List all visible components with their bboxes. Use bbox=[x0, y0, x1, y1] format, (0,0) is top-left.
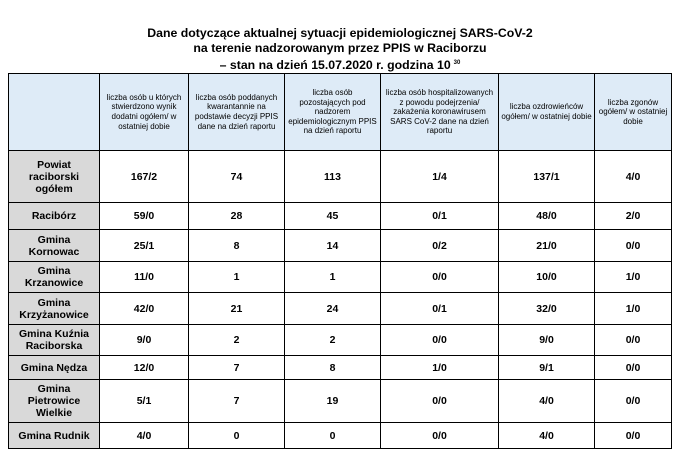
cell-recovered: 9/0 bbox=[499, 325, 595, 356]
cell-deaths: 4/0 bbox=[595, 151, 672, 203]
cell-hospitalized: 0/0 bbox=[381, 380, 499, 423]
cell-recovered: 10/0 bbox=[499, 262, 595, 293]
row-header: Racibórz bbox=[9, 203, 100, 230]
header-deaths: liczba zgonów ogółem/ w ostatniej dobie bbox=[595, 74, 672, 151]
row-header: Gmina Krzyżanowice bbox=[9, 293, 100, 325]
cell-recovered: 21/0 bbox=[499, 230, 595, 262]
cell-recovered: 4/0 bbox=[499, 380, 595, 423]
table-row bbox=[9, 203, 672, 230]
header-quarantine: liczba osób poddanych kwarantannie na podstawie decyzji PPIS dane na dzień raportu bbox=[189, 74, 285, 151]
cell-supervision: 2 bbox=[285, 325, 381, 356]
cell-hospitalized: 0/0 bbox=[381, 325, 499, 356]
cell-quarantine: 74 bbox=[189, 151, 285, 203]
cell-recovered: 4/0 bbox=[499, 423, 595, 449]
cell-quarantine: 1 bbox=[189, 262, 285, 293]
cell-hospitalized: 0/1 bbox=[381, 293, 499, 325]
cell-quarantine: 0 bbox=[189, 423, 285, 449]
cell-quarantine: 2 bbox=[189, 325, 285, 356]
cell-recovered: 9/1 bbox=[499, 356, 595, 380]
row-header: Gmina Pietrowice Wielkie bbox=[9, 380, 100, 423]
report-title bbox=[0, 26, 680, 73]
title-line-3 bbox=[0, 56, 680, 73]
covid-report-table bbox=[8, 73, 672, 449]
cell-deaths: 0/0 bbox=[595, 325, 672, 356]
cell-deaths: 0/0 bbox=[595, 380, 672, 423]
cell-positive: 25/1 bbox=[100, 230, 189, 262]
header-row bbox=[9, 74, 672, 151]
cell-supervision: 45 bbox=[285, 203, 381, 230]
title-time-minutes: 30 bbox=[453, 60, 461, 66]
cell-positive: 9/0 bbox=[100, 325, 189, 356]
cell-hospitalized: 0/1 bbox=[381, 203, 499, 230]
table-row bbox=[9, 293, 672, 325]
header-recovered: liczba ozdrowieńców ogółem/ w ostatniej dobie bbox=[499, 74, 595, 151]
table-row bbox=[9, 230, 672, 262]
cell-hospitalized: 0/2 bbox=[381, 230, 499, 262]
row-header: Gmina Krzanowice bbox=[9, 262, 100, 293]
title-line-2: na terenie nadzorowanym przez PPIS w Raciborzu bbox=[193, 41, 487, 55]
table-row bbox=[9, 423, 672, 449]
cell-quarantine: 21 bbox=[189, 293, 285, 325]
header-corner bbox=[9, 74, 100, 151]
cell-supervision: 14 bbox=[285, 230, 381, 262]
table-row bbox=[9, 151, 672, 203]
cell-hospitalized: 1/0 bbox=[381, 356, 499, 380]
table-row bbox=[9, 380, 672, 423]
title-line-3-text: – stan na dzień 15.07.2020 r. godzina 10 bbox=[219, 58, 451, 72]
row-header: Gmina Kuźnia Raciborska bbox=[9, 325, 100, 356]
cell-recovered: 32/0 bbox=[499, 293, 595, 325]
cell-quarantine: 8 bbox=[189, 230, 285, 262]
cell-deaths: 0/0 bbox=[595, 423, 672, 449]
cell-supervision: 1 bbox=[285, 262, 381, 293]
cell-recovered: 48/0 bbox=[499, 203, 595, 230]
cell-supervision: 24 bbox=[285, 293, 381, 325]
cell-supervision: 19 bbox=[285, 380, 381, 423]
row-header: Gmina Rudnik bbox=[9, 423, 100, 449]
cell-hospitalized: 0/0 bbox=[381, 262, 499, 293]
cell-deaths: 1/0 bbox=[595, 262, 672, 293]
cell-positive: 5/1 bbox=[100, 380, 189, 423]
cell-deaths: 0/0 bbox=[595, 230, 672, 262]
cell-supervision: 8 bbox=[285, 356, 381, 380]
header-hospitalized: liczba osób hospitalizowanych z powodu podejrzenia/ zakażenia koronawirusem SARS CoV-2 dane na dzień raportu bbox=[381, 74, 499, 151]
cell-deaths: 0/0 bbox=[595, 356, 672, 380]
table-row bbox=[9, 325, 672, 356]
table-row bbox=[9, 262, 672, 293]
cell-positive: 42/0 bbox=[100, 293, 189, 325]
cell-positive: 11/0 bbox=[100, 262, 189, 293]
cell-positive: 12/0 bbox=[100, 356, 189, 380]
header-positive-cases: liczba osób u których stwierdzono wynik dodatni ogółem/ w ostatniej dobie bbox=[100, 74, 189, 151]
cell-quarantine: 7 bbox=[189, 380, 285, 423]
cell-recovered: 137/1 bbox=[499, 151, 595, 203]
cell-deaths: 2/0 bbox=[595, 203, 672, 230]
cell-positive: 59/0 bbox=[100, 203, 189, 230]
cell-deaths: 1/0 bbox=[595, 293, 672, 325]
title-line-1: Dane dotyczące aktualnej sytuacji epidemiologicznej SARS-CoV-2 bbox=[147, 26, 533, 40]
cell-quarantine: 7 bbox=[189, 356, 285, 380]
cell-supervision: 113 bbox=[285, 151, 381, 203]
cell-positive: 167/2 bbox=[100, 151, 189, 203]
cell-quarantine: 28 bbox=[189, 203, 285, 230]
table-row bbox=[9, 356, 672, 380]
cell-positive: 4/0 bbox=[100, 423, 189, 449]
cell-hospitalized: 0/0 bbox=[381, 423, 499, 449]
row-header: Gmina Kornowac bbox=[9, 230, 100, 262]
header-supervision: liczba osób pozostających pod nadzorem epidemiologicznym PPIS na dzień raportu bbox=[285, 74, 381, 151]
cell-hospitalized: 1/4 bbox=[381, 151, 499, 203]
row-header: Gmina Nędza bbox=[9, 356, 100, 380]
cell-supervision: 0 bbox=[285, 423, 381, 449]
row-header: Powiat raciborski ogółem bbox=[9, 151, 100, 203]
